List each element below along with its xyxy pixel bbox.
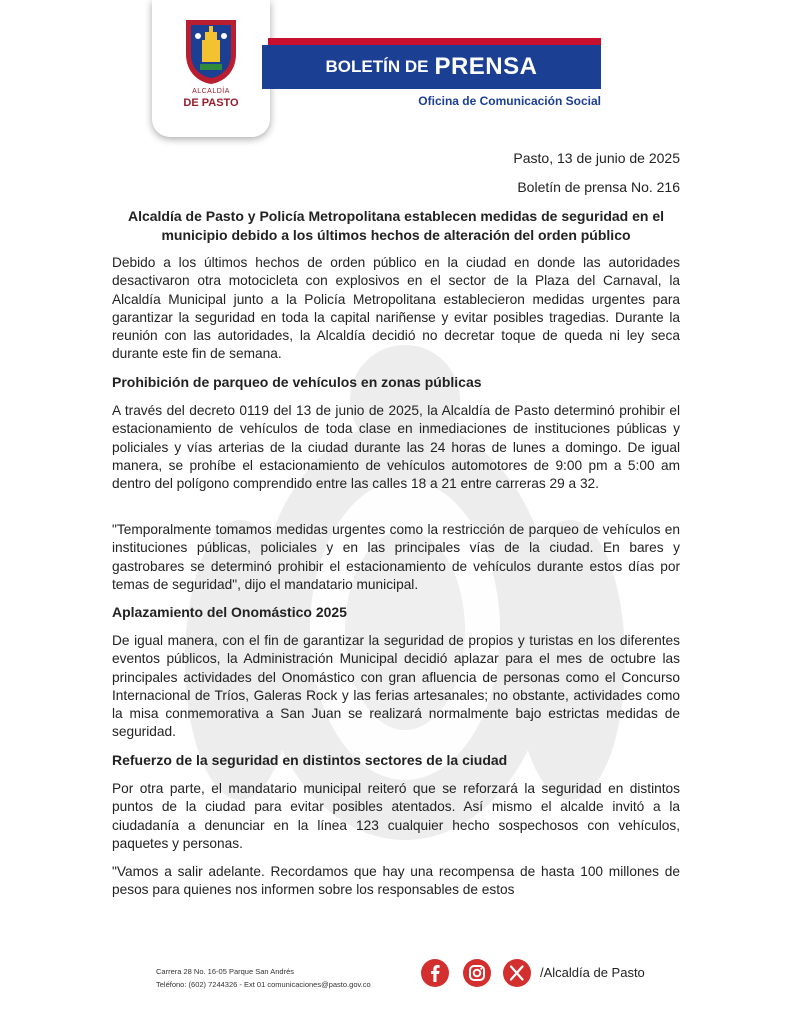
instagram-icon[interactable]	[462, 958, 492, 988]
banner-prefix: BOLETÍN DE	[325, 57, 429, 76]
section-heading-parking: Prohibición de parqueo de vehículos en zonas públicas	[112, 374, 482, 390]
facebook-icon[interactable]	[420, 958, 450, 988]
footer-address: Carrera 28 No. 16-05 Parque San Andrés	[156, 967, 294, 976]
logo-card	[152, 0, 270, 137]
headline: Alcaldía de Pasto y Policía Metropolitana establecen medidas de seguridad en el municipio debido a los últimos hechos de alteración del orden público	[127, 208, 665, 243]
paragraph-3: "Temporalmente tomamos medidas urgentes como la restricción de parqueo de vehículos en instituciones públicas, policiales y en las principales vías de la ciudad. En bares y gastrobares se determinó prohibir el estacionamiento de vehículos durante estos días por temas de seguridad", dijo el mandatario municipal.	[112, 522, 680, 592]
bulletin-number: Boletín de prensa No. 216	[517, 179, 680, 195]
social-handle[interactable]: /Alcaldía de Pasto	[540, 965, 645, 980]
footer-contact: Teléfono: (602) 7244326 - Ext 01 comunicaciones@pasto.gov.co	[156, 980, 371, 989]
paragraph-1: Debido a los últimos hechos de orden público en la ciudad en donde las autoridades desactivaron otra motocicleta con explosivos en el sector de la Plaza del Carnaval, la Alcaldía Municipal junto a la Policía Metropolitana establecieron medidas urgentes para garantizar la seguridad en toda la capital nariñense y evitar posibles tragedias. Durante la reunión con las autoridades, la Alcaldía decidió no decretar toque de queda ni ley seca durante este fin de semana.	[112, 255, 680, 362]
section-heading-onomastico: Aplazamiento del Onomástico 2025	[112, 604, 347, 620]
x-icon[interactable]	[502, 958, 532, 988]
paragraph-6: "Vamos a salir adelante. Recordamos que hay una recompensa de hasta 100 millones de pesos para quienes nos informen sobre los responsables de estos	[112, 864, 680, 898]
alcaldia-crest-logo	[178, 16, 244, 86]
banner-main: PRENSA	[434, 53, 538, 80]
release-date: Pasto, 13 de junio de 2025	[513, 150, 680, 166]
logo-text-bottom: DE PASTO	[183, 97, 239, 109]
paragraph-5: Por otra parte, el mandatario municipal reiteró que se reforzará la seguridad en distintos puntos de la ciudad para evitar posibles atentados. Así mismo el alcalde invitó a la ciudadanía a denunciar en la línea 123 cualquier hecho sospechosos con vehículos, paquetes y personas.	[112, 781, 680, 851]
office-name: Oficina de Comunicación Social	[418, 94, 601, 108]
press-banner	[262, 45, 601, 89]
paragraph-4: De igual manera, con el fin de garantizar la seguridad de propios y turistas en los diferentes eventos públicos, la Administración Municipal decidió aplazar para el mes de octubre las principales actividades del Onomástico con gran afluencia de personas como el Concurso Internacional de Tríos, Galeras Rock y las ferias artesanales; no obstante, actividades como la misa conmemorativa a San Juan se realizará normalmente bajo estrictas medidas de seguridad.	[112, 633, 680, 740]
paragraph-2: A través del decreto 0119 del 13 de junio de 2025, la Alcaldía de Pasto determinó prohibir el estacionamiento de vehículos de toda clase en inmediaciones de instituciones públicas y policiales y vías arterias de la ciudad durante las 24 horas de lunes a domingo. De igual manera, se prohíbe el estacionamiento de vehículos automotores de 9:00 pm a 5:00 am dentro del polígono comprendido entre las calles 18 a 21 entre carreras 29 a 32.	[112, 403, 680, 492]
section-heading-security: Refuerzo de la seguridad en distintos sectores de la ciudad	[112, 752, 508, 768]
banner-red-stripe	[268, 38, 601, 45]
logo-text-top: ALCALDÍA	[192, 88, 230, 95]
